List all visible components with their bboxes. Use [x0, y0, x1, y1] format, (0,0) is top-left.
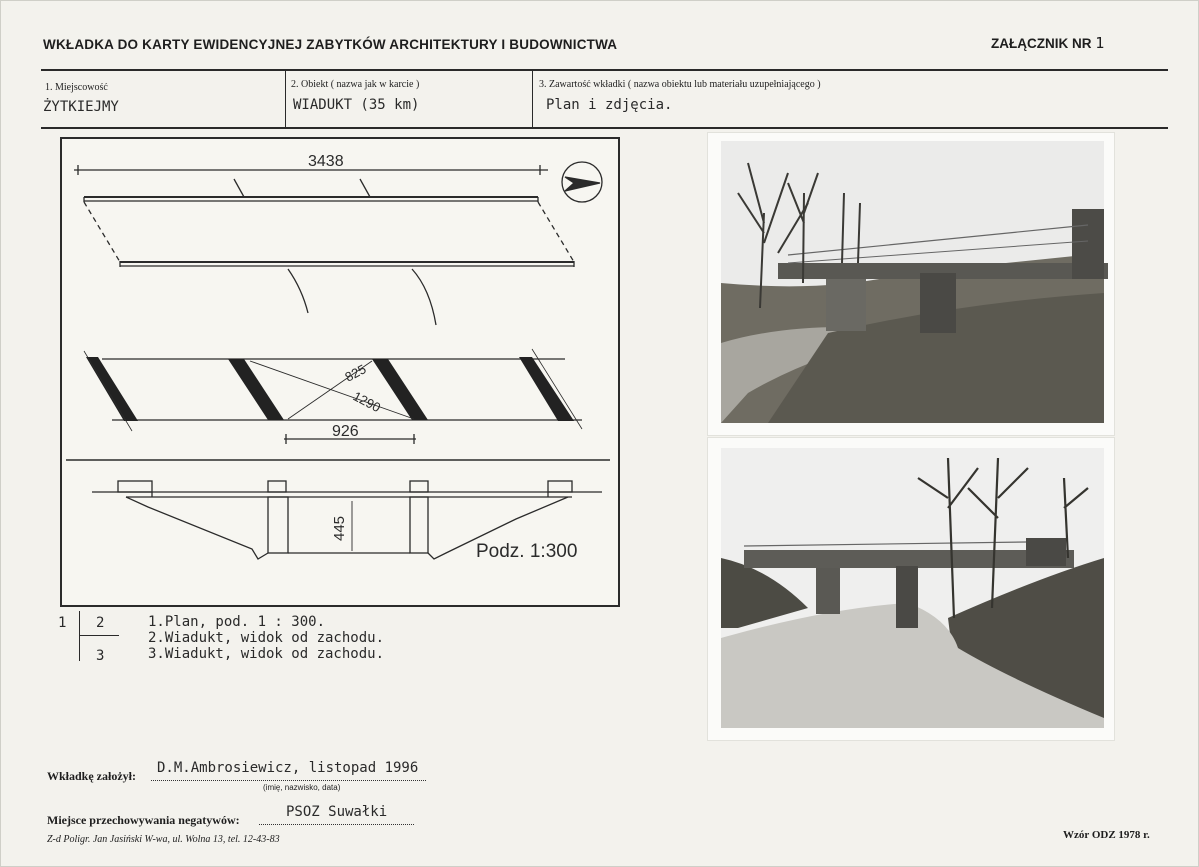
field-divider-1 — [285, 71, 286, 127]
legend-top-number: 2 — [96, 615, 105, 631]
legend-horizontal-rule — [79, 635, 119, 636]
locality-label: 1. Miejscowość — [45, 82, 108, 93]
caption-1: 1.Plan, pod. 1 : 300. — [148, 614, 326, 630]
legend-left-number: 1 — [58, 615, 67, 631]
photo-viaduct-1 — [707, 132, 1115, 436]
photo-viaduct-2 — [707, 437, 1115, 741]
founded-hint: (imię, nazwisko, data) — [263, 783, 341, 792]
founded-dotted-line — [151, 780, 426, 781]
attachment-number: 1 — [1095, 34, 1105, 52]
field-divider-2 — [532, 71, 533, 127]
negatives-label: Miejsce przechowywania negatywów: — [47, 813, 240, 827]
attachment-label-text: ZAŁĄCZNIK NR — [991, 36, 1092, 51]
legend-captions — [148, 614, 384, 662]
form-number: Wzór ODZ 1978 r. — [1063, 829, 1150, 841]
negatives-dotted-line — [259, 824, 414, 825]
object-label: 2. Obiekt ( nazwa jak w karcie ) — [291, 79, 420, 90]
height-dimension-label: 445 — [331, 515, 348, 541]
header-rule-bottom — [41, 127, 1168, 129]
scale-label: Podz. 1:300 — [476, 541, 578, 562]
founded-label: Wkładkę założył: — [47, 769, 136, 783]
attachment-label — [991, 34, 1104, 52]
locality-value: ŻYTKIEJMY — [43, 99, 119, 115]
diagonal-a-label: 825 — [342, 361, 369, 385]
length-dimension-label: 3438 — [308, 153, 344, 170]
photo-1-image — [708, 133, 1114, 435]
negatives-value: PSOZ Suwałki — [286, 804, 388, 820]
printer-note: Z-d Poligr. Jan Jasiński W-wa, ul. Wolna 13, tel. 12-43-83 — [47, 834, 280, 845]
diagonal-b-label: 1290 — [350, 388, 384, 416]
viaduct-drawing-svg — [62, 139, 618, 605]
caption-3: 3.Wiadukt, widok od zachodu. — [148, 646, 385, 662]
viaduct-plan-drawing — [60, 137, 620, 607]
caption-2: 2.Wiadukt, widok od zachodu. — [148, 630, 385, 646]
header-rule-top — [41, 69, 1168, 71]
object-value: WIADUKT (35 km) — [293, 97, 420, 113]
contents-label: 3. Zawartość wkładki ( nazwa obiektu lub materiału uzupełniającego ) — [539, 79, 821, 90]
founded-value: D.M.Ambrosiewicz, listopad 1996 — [157, 760, 419, 776]
form-title: WKŁADKA DO KARTY EWIDENCYJNEJ ZABYTKÓW ARCHITEKTURY I BUDOWNICTWA — [43, 37, 618, 52]
legend-bottom-number: 3 — [96, 648, 105, 664]
span-dimension-label: 926 — [332, 423, 359, 440]
contents-value: Plan i zdjęcia. — [546, 97, 673, 113]
photo-2-image — [708, 438, 1114, 740]
legend-vertical-rule — [79, 611, 80, 661]
